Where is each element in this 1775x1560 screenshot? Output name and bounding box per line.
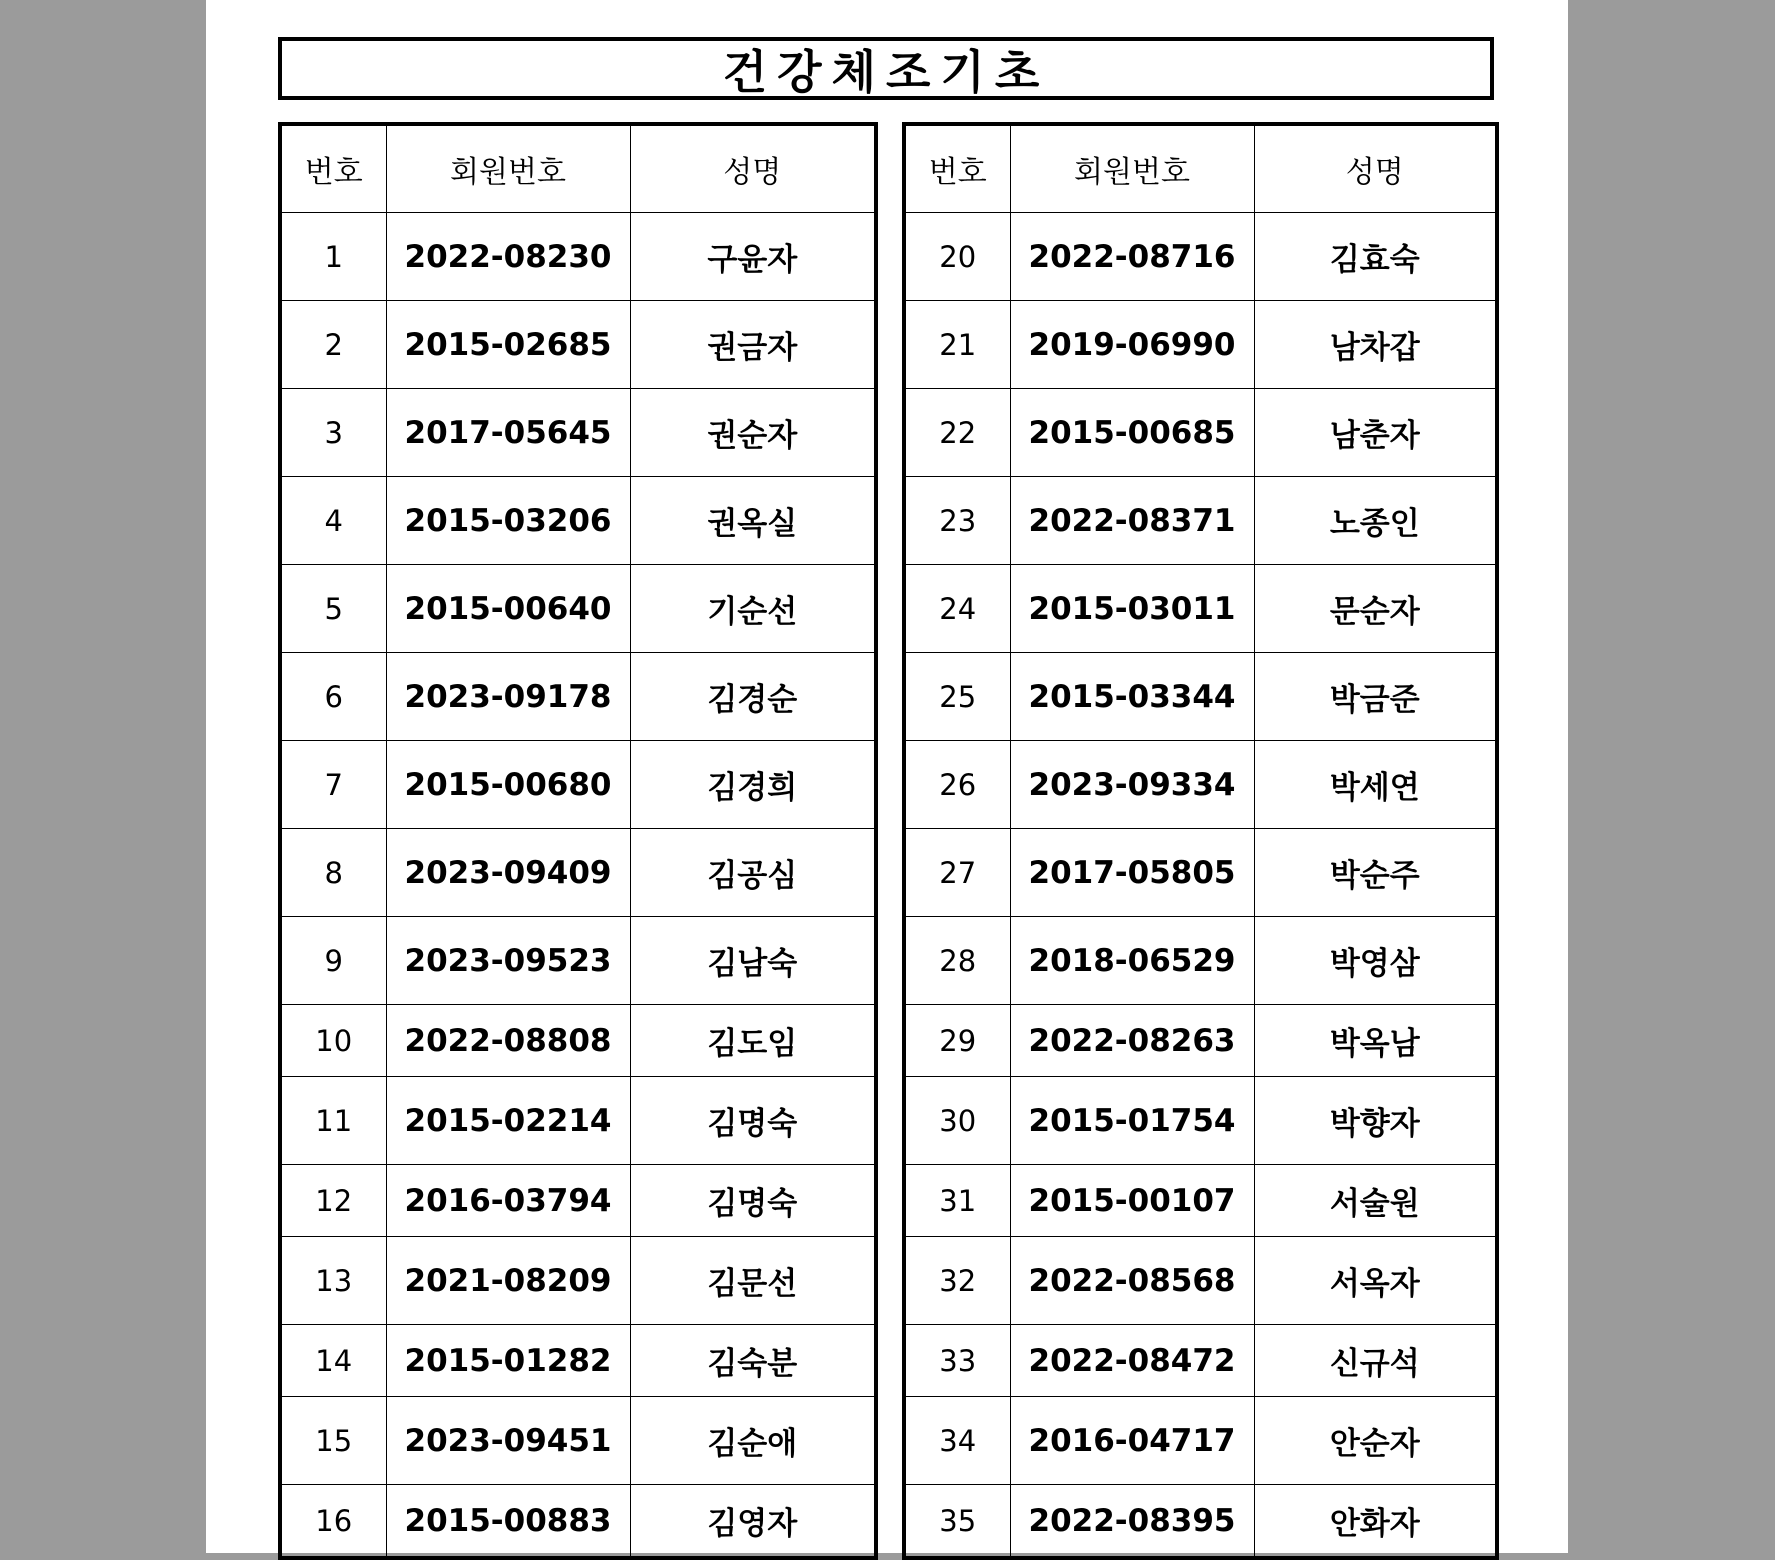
table-row [280, 741, 876, 829]
table-row [280, 1485, 876, 1559]
table-row [280, 1325, 876, 1397]
row-number: 24 [904, 565, 1010, 653]
member-name: 박순주 [1254, 829, 1497, 917]
member-number: 2021-08209 [386, 1237, 630, 1325]
member-name: 안화자 [1254, 1485, 1497, 1559]
row-number: 9 [280, 917, 386, 1005]
member-name: 신규석 [1254, 1325, 1497, 1397]
table-row [904, 917, 1497, 1005]
row-number: 30 [904, 1077, 1010, 1165]
member-number: 2015-00883 [386, 1485, 630, 1559]
row-number: 1 [280, 213, 386, 301]
row-number: 4 [280, 477, 386, 565]
member-number: 2023-09178 [386, 653, 630, 741]
table-row [280, 1165, 876, 1237]
row-number: 25 [904, 653, 1010, 741]
member-name: 구윤자 [630, 213, 876, 301]
member-name: 김문선 [630, 1237, 876, 1325]
member-number: 2022-08263 [1010, 1005, 1254, 1077]
roster-table-left [278, 122, 878, 1560]
table-row [904, 1165, 1497, 1237]
row-number: 27 [904, 829, 1010, 917]
member-number: 2022-08395 [1010, 1485, 1254, 1559]
row-number: 32 [904, 1237, 1010, 1325]
table-row [280, 213, 876, 301]
member-name: 김경순 [630, 653, 876, 741]
member-name: 박향자 [1254, 1077, 1497, 1165]
row-number: 3 [280, 389, 386, 477]
member-number: 2015-00680 [386, 741, 630, 829]
table-row [904, 1485, 1497, 1559]
table-row [280, 389, 876, 477]
table-row [280, 1237, 876, 1325]
member-name: 서옥자 [1254, 1237, 1497, 1325]
member-name: 서술원 [1254, 1165, 1497, 1237]
member-number: 2015-02214 [386, 1077, 630, 1165]
header-row [904, 124, 1497, 213]
member-name: 박금준 [1254, 653, 1497, 741]
member-name: 김도임 [630, 1005, 876, 1077]
member-number: 2023-09334 [1010, 741, 1254, 829]
table-row [904, 477, 1497, 565]
row-number: 28 [904, 917, 1010, 1005]
row-number: 12 [280, 1165, 386, 1237]
table-row [904, 1005, 1497, 1077]
row-number: 11 [280, 1077, 386, 1165]
member-number: 2019-06990 [1010, 301, 1254, 389]
member-name: 남차갑 [1254, 301, 1497, 389]
row-number: 15 [280, 1397, 386, 1485]
member-name: 문순자 [1254, 565, 1497, 653]
roster-table-right [902, 122, 1499, 1560]
member-number: 2017-05645 [386, 389, 630, 477]
member-name: 안순자 [1254, 1397, 1497, 1485]
row-number: 21 [904, 301, 1010, 389]
row-number: 2 [280, 301, 386, 389]
row-number: 31 [904, 1165, 1010, 1237]
roster-body-right [904, 213, 1497, 1559]
header-row [280, 124, 876, 213]
member-name: 김남숙 [630, 917, 876, 1005]
table-row [904, 1237, 1497, 1325]
row-number: 35 [904, 1485, 1010, 1559]
member-name: 김효숙 [1254, 213, 1497, 301]
member-number: 2023-09523 [386, 917, 630, 1005]
member-number: 2015-03344 [1010, 653, 1254, 741]
row-number: 5 [280, 565, 386, 653]
row-number: 13 [280, 1237, 386, 1325]
member-number: 2015-00685 [1010, 389, 1254, 477]
header-no: 번호 [904, 124, 1010, 213]
member-number: 2022-08568 [1010, 1237, 1254, 1325]
member-name: 박옥남 [1254, 1005, 1497, 1077]
table-row [904, 389, 1497, 477]
member-number: 2015-01754 [1010, 1077, 1254, 1165]
member-number: 2023-09451 [386, 1397, 630, 1485]
table-row [904, 213, 1497, 301]
row-number: 20 [904, 213, 1010, 301]
header-name: 성명 [1254, 124, 1497, 213]
member-number: 2022-08230 [386, 213, 630, 301]
row-number: 10 [280, 1005, 386, 1077]
row-number: 33 [904, 1325, 1010, 1397]
member-number: 2023-09409 [386, 829, 630, 917]
member-name: 김명숙 [630, 1077, 876, 1165]
row-number: 14 [280, 1325, 386, 1397]
header-name: 성명 [630, 124, 876, 213]
roster-body-left [280, 213, 876, 1559]
member-name: 김순애 [630, 1397, 876, 1485]
member-name: 기순선 [630, 565, 876, 653]
table-row [904, 565, 1497, 653]
table-row [904, 1077, 1497, 1165]
member-name: 김경희 [630, 741, 876, 829]
table-row [280, 477, 876, 565]
table-row [904, 829, 1497, 917]
header-no: 번호 [280, 124, 386, 213]
document-title: 건강체조기초 [722, 44, 1050, 99]
table-row [904, 301, 1497, 389]
table-row [280, 565, 876, 653]
row-number: 26 [904, 741, 1010, 829]
member-number: 2016-04717 [1010, 1397, 1254, 1485]
member-name: 권순자 [630, 389, 876, 477]
member-name: 박영삼 [1254, 917, 1497, 1005]
member-number: 2018-06529 [1010, 917, 1254, 1005]
table-row [280, 829, 876, 917]
member-number: 2015-03206 [386, 477, 630, 565]
table-row [904, 1397, 1497, 1485]
row-number: 29 [904, 1005, 1010, 1077]
row-number: 16 [280, 1485, 386, 1559]
member-number: 2022-08371 [1010, 477, 1254, 565]
title-box [278, 37, 1494, 100]
member-number: 2015-03011 [1010, 565, 1254, 653]
member-number: 2022-08472 [1010, 1325, 1254, 1397]
member-number: 2015-00107 [1010, 1165, 1254, 1237]
table-row [280, 1077, 876, 1165]
table-row [280, 301, 876, 389]
table-row [280, 917, 876, 1005]
table-row [280, 1005, 876, 1077]
table-row [280, 653, 876, 741]
member-name: 김명숙 [630, 1165, 876, 1237]
member-name: 김숙분 [630, 1325, 876, 1397]
member-number: 2016-03794 [386, 1165, 630, 1237]
document-page [206, 0, 1568, 1553]
header-member-no: 회원번호 [1010, 124, 1254, 213]
member-name: 박세연 [1254, 741, 1497, 829]
member-name: 권금자 [630, 301, 876, 389]
member-number: 2017-05805 [1010, 829, 1254, 917]
member-number: 2022-08808 [386, 1005, 630, 1077]
row-number: 7 [280, 741, 386, 829]
member-name: 권옥실 [630, 477, 876, 565]
table-row [904, 741, 1497, 829]
header-member-no: 회원번호 [386, 124, 630, 213]
member-name: 노종인 [1254, 477, 1497, 565]
row-number: 8 [280, 829, 386, 917]
member-number: 2022-08716 [1010, 213, 1254, 301]
row-number: 22 [904, 389, 1010, 477]
table-row [280, 1397, 876, 1485]
member-number: 2015-00640 [386, 565, 630, 653]
member-number: 2015-02685 [386, 301, 630, 389]
row-number: 6 [280, 653, 386, 741]
member-name: 남춘자 [1254, 389, 1497, 477]
table-row [904, 1325, 1497, 1397]
member-number: 2015-01282 [386, 1325, 630, 1397]
member-name: 김영자 [630, 1485, 876, 1559]
table-row [904, 653, 1497, 741]
member-name: 김공심 [630, 829, 876, 917]
row-number: 34 [904, 1397, 1010, 1485]
row-number: 23 [904, 477, 1010, 565]
